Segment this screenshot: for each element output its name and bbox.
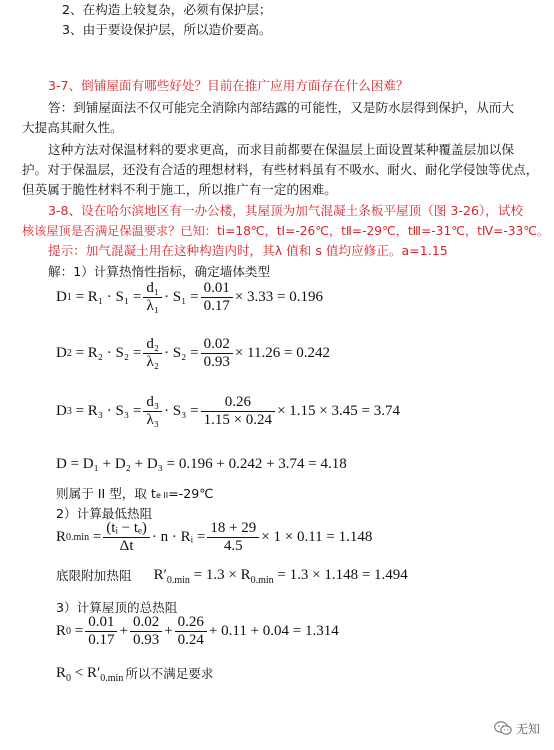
- equation-d3: [56, 394, 400, 429]
- numerator: 0.02: [203, 336, 230, 352]
- question-3-7: 3-7、倒铺屋面有哪些好处？目前在推广应用方面存在什么困难？: [48, 78, 409, 93]
- solution-step-1: 解：1）计算热惰性指标，确定墙体类型: [48, 264, 271, 279]
- equation-d2: [56, 336, 330, 371]
- equation-d1: [56, 280, 323, 315]
- answer-line: 大提高其耐久性。: [22, 120, 123, 135]
- denominator: 1.15 × 0.24: [201, 411, 275, 429]
- numerator: 18 + 29: [210, 520, 257, 536]
- eq-part: · n · Rᵢ =: [151, 529, 206, 545]
- fraction: [201, 394, 275, 429]
- eq-symbol: D: [56, 289, 67, 305]
- eq-result: × 3.33 = 0.196: [234, 289, 324, 305]
- answer-line: 这种方法对保温材料的要求更高，而求目前都要在保温层上面设置某种覆盖层加以保: [48, 142, 514, 157]
- eq-sub: 0.min: [66, 532, 90, 543]
- text-line: 3、由于要设保护层，所以造价要高。: [62, 22, 272, 37]
- solution-step-2: 2）计算最低热阻: [56, 506, 153, 521]
- numerator: 0.01: [88, 614, 115, 630]
- denominator: 4.5: [207, 537, 259, 555]
- denominator: 0.17: [85, 631, 117, 649]
- equation-d-sum: D = D₁ + D₂ + D₃ = 0.196 + 0.242 + 3.74 = 4.18: [56, 456, 347, 472]
- eq-sub: 0.min: [166, 574, 190, 586]
- eq-part: =: [92, 529, 102, 545]
- eq-symbol: R: [56, 623, 67, 639]
- type-value: =-29℃: [168, 486, 214, 501]
- answer-line: 但英属于脆性材料不利于施工，所以推广有一定的困难。: [22, 182, 337, 197]
- additional-resistance-line: [56, 566, 408, 586]
- denominator: Δt: [103, 537, 150, 555]
- eq-result: × 1 × 0.11 = 1.148: [261, 529, 373, 545]
- type-text: 则属于 II 型，取 t: [56, 486, 156, 501]
- numerator: 0.26: [177, 614, 204, 630]
- equation-rmin: [56, 520, 372, 555]
- eq-plus: +: [119, 623, 128, 639]
- denominator: λ₁: [143, 297, 162, 315]
- eq-result: × 11.26 = 0.242: [234, 345, 330, 361]
- equation-rprime: [154, 567, 408, 586]
- comparison: [56, 665, 123, 684]
- fraction: [143, 394, 162, 429]
- solution-step-3: 3）计算屋顶的总热阻: [56, 600, 178, 615]
- answer-line: 护。对于保温层，还没有合适的理想材料，有些材料虽有不吸水、耐火、耐化学侵蚀等优点，: [22, 162, 539, 177]
- numerator: d₃: [146, 394, 160, 410]
- eq-symbol: R: [56, 664, 67, 681]
- eq-result: = 1.3 × 1.148 = 1.494: [277, 566, 408, 583]
- eq-sub: 0: [66, 672, 72, 684]
- equation-r0: [56, 614, 339, 649]
- eq-plus: +: [164, 623, 173, 639]
- fraction: [143, 280, 162, 315]
- eq-part: < R′: [74, 664, 101, 681]
- eq-sub: 2: [66, 348, 72, 359]
- eq-symbol: R′: [153, 566, 167, 583]
- denominator: 0.93: [201, 353, 233, 371]
- denominator: 0.24: [175, 631, 207, 649]
- numerator: d₂: [146, 336, 160, 352]
- conclusion-text: 所以不满足要求: [125, 666, 214, 681]
- eq-part: = R₁ · S₁ =: [75, 289, 142, 305]
- answer-line: 答：到铺屋面法不仅可能完全消除内部结露的可能性，又是防水层得到保护，从而大: [48, 100, 514, 115]
- eq-sub: 0.min: [250, 574, 274, 586]
- numerator: d₁: [146, 280, 160, 296]
- fraction: [143, 336, 162, 371]
- eq-result: × 1.15 × 3.45 = 3.74: [277, 403, 400, 419]
- type-line: [56, 484, 213, 506]
- fraction: [201, 336, 233, 371]
- question-3-8-cont: 核该屋顶是否满足保温要求？已知：ti=18℃，tⅠ=-26℃，tⅡ=-29℃，tⅢ=-31℃，tⅣ=-33℃。: [22, 224, 550, 238]
- numerator: (tᵢ − tₑ): [106, 520, 147, 536]
- eq-part: =: [74, 623, 84, 639]
- fraction: [103, 520, 150, 555]
- numerator: 0.26: [224, 394, 251, 410]
- eq-part: = R₃ · S₃ =: [75, 403, 142, 419]
- eq-symbol: D: [56, 345, 67, 361]
- watermark: [494, 720, 540, 737]
- eq-part: = 1.3 × R: [193, 566, 251, 583]
- denominator: λ₂: [143, 353, 162, 371]
- denominator: 0.17: [201, 297, 233, 315]
- text-line: 2、在构造上较复杂，必须有保护层；: [62, 2, 272, 17]
- numerator: 0.02: [132, 614, 160, 630]
- eq-symbol: R: [56, 529, 67, 545]
- eq-part: · S₂ =: [164, 345, 199, 361]
- type-sub: e II: [155, 491, 169, 500]
- eq-part: · S₃ =: [164, 403, 199, 419]
- conclusion-line: [56, 664, 213, 684]
- eq-sub: 3: [66, 406, 72, 417]
- fraction: [201, 280, 233, 315]
- fraction: [207, 520, 259, 555]
- eq-sub: 1: [66, 292, 72, 303]
- denominator: λ₃: [143, 411, 162, 429]
- label: 底限附加热阻: [56, 568, 132, 583]
- fraction: [130, 614, 162, 649]
- eq-part: = R₂ · S₂ =: [75, 345, 142, 361]
- eq-symbol: D: [56, 403, 67, 419]
- watermark-text: 无知: [516, 722, 541, 736]
- denominator: 0.93: [130, 631, 162, 649]
- wechat-icon: [494, 721, 512, 736]
- eq-sub: 0.min: [100, 672, 124, 684]
- hint-line: 提示：加气混凝土用在这种构造内时，其λ 值和 s 值均应修正。a=1.15: [48, 243, 448, 258]
- eq-part: · S₁ =: [164, 289, 199, 305]
- numerator: 0.01: [203, 280, 230, 296]
- eq-sub: 0: [66, 626, 72, 637]
- question-3-8: 3-8、设在哈尔滨地区有一办公楼，其屋顶为加气混凝土条板平屋顶（图 3-26），试校: [48, 203, 524, 218]
- eq-result: + 0.11 + 0.04 = 1.314: [208, 623, 339, 639]
- fraction: [85, 614, 117, 649]
- fraction: [175, 614, 207, 649]
